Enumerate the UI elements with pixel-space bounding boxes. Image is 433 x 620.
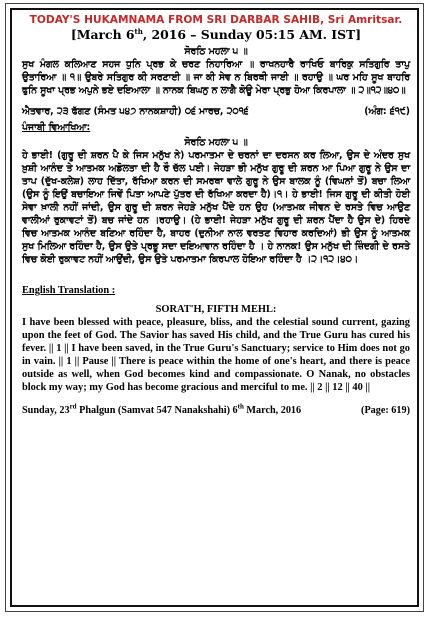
- shabad-text: ਸੁਖ ਮੰਗਲ ਕਲਿਆਣ ਸਹਜ ਧੁਨਿ ਪ੍ਰਭ ਕੇ ਚਰਣ ਨਿਹਾਰਿਆ ॥ ਰਾਖਨਹਾਰੈ ਰਾਖਿਓ ਬਾਰਿਕੁ ਸਤਿਗੁਰਿ ਤਾਪੁ ਉਤਾਰਿਆ ॥ ੧॥ ਉਬਰੇ ਸਤਿਗੁਰ ਕੀ ਸਰਣਾਈ ॥ ਜਾ ਕੀ ਸੇਵ ਨ ਬਿਰਥੀ ਜਾਈ ॥ ਰਹਾਉ ॥ ਘਰ ਮਹਿ ਸੂਖ ਬਾਹਰਿ ਫੁਨਿ ਸੂਖਾ ਪ੍ਰਭ ਅਪੁਨੇ ਭਏ ਦਇਆਲਾ ॥ ਨਾਨਕ ਬਿਘਨੁ ਨ ਲਾਗੈ ਕੋਊ ਮੇਰਾ ਪ੍ਰਭੁ ਹੋਆ ਕਿਰਪਾਲਾ ॥ ੨॥੧੨॥੪੦॥: [22, 59, 410, 96]
- english-page: (Page: 619): [361, 405, 410, 416]
- punjabi-date-line: [22, 105, 410, 118]
- punjabi-date: ਐਤਵਾਰ, ੨੩ ਫੱਗਣ (ਸੰਮਤ ੫੪੭ ਨਾਨਕਸ਼ਾਹੀ) ੦੬ ਮਾਰਚ, ੨੦੧੬: [22, 106, 249, 117]
- vyakhya-title: ਪੰਜਾਬੀ ਵਿਆਖਿਆ:: [22, 122, 91, 133]
- footer-date-sup1: rd: [69, 402, 77, 411]
- punjabi-page: (ਅੰਗ: ੬੧੯): [364, 106, 410, 117]
- vyakhya-text: ਹੇ ਭਾਈ! (ਗੁਰੂ ਦੀ ਸ਼ਰਨ ਪੈ ਕੇ ਜਿਸ ਮਨੁੱਖ ਨੇ) ਪਰਮਾਤਮਾ ਦੇ ਚਰਨਾਂ ਦਾ ਦਰਸਨ ਕਰ ਲਿਆ, ਉਸ ਦੇ ਅੰਦਰ ਸੁਖ ਖ਼ੁਸ਼ੀ ਆਨੰਦ ਤੇ ਆਤਮਕ ਅਡੋਲਤਾ ਦੀ ਹੈ ਰੌ ਚੱਲ ਪਈ। ਜੇਹੜਾ ਭੀ ਮਨੁੱਖ ਗੁਰੂ ਦੀ ਸ਼ਰਨ ਆ ਪਿਆ ਗੁਰੂ ਨੇ ਉਸ ਦਾ ਤਾਪ (ਦੁੱਖ-ਕਲੇਸ਼) ਲਾਹ ਦਿੱਤਾ, ਰੱਖਿਆ ਕਰਨ ਦੀ ਸਮਰਥਾ ਵਾਲੇ ਗੁਰੂ ਨੇ ਉਸ ਬਾਲਕ ਨੂੰ (ਵਿਘਨਾਂ ਤੋਂ) ਬਚਾ ਲਿਆ (ਉਸ ਨੂੰ ਇਉਂ ਬਚਾਇਆ ਜਿਵੇਂ ਪਿਤਾ ਆਪਣੇ ਪੁੱਤਰ ਦੀ ਰੱਖਿਆ ਕਰਦਾ ਹੈ)।੧। ਹੇ ਭਾਈ! ਜਿਸ ਗੁਰੂ ਦੀ ਕੀਤੀ ਹੋਈ ਸੇਵਾ ਖ਼ਾਲੀ ਨਹੀਂ ਜਾਂਦੀ, ਉਸ ਗੁਰੂ ਦੀ ਸ਼ਰਨ ਜੇਹੜੇ ਮਨੁੱਖ ਪੈਂਦੇ ਹਨ ਉਹ (ਆਤਮਕ ਜੀਵਨ ਦੇ ਰਸਤੇ ਵਿਚ ਆਉਣ ਵਾਲੀਆਂ ਰੁਕਾਵਟਾਂ ਤੋਂ) ਬਚ ਜਾਂਦੇ ਹਨ ।ਰਹਾਉ। (ਹੇ ਭਾਈ! ਜੇਹੜਾ ਮਨੁੱਖ ਗੁਰੂ ਦੀ ਸ਼ਰਨ ਪੈਂਦਾ ਹੈ ਉਸ ਦੇ) ਹਿਰਦੇ ਵਿਚ ਆਤਮਕ ਆਨੰਦ ਬਣਿਆ ਰਹਿੰਦਾ ਹੈ, ਬਾਹਰ (ਦੁਨੀਆ ਨਾਲ ਵਰਤਣ ਵਿਹਾਰ ਕਰਦਿਆਂ) ਭੀ ਉਸ ਨੂੰ ਆਤਮਕ ਸੁਖ ਮਿਲਿਆ ਰਹਿੰਦਾ ਹੈ, ਉਸ ਉਤੇ ਪ੍ਰਭੂ ਸਦਾ ਦਇਆਵਾਨ ਰਹਿੰਦਾ ਹੈ । ਹੇ ਨਾਨਕ! ਉਸ ਮਨੁੱਖ ਦੀ ਜ਼ਿੰਦਗੀ ਦੇ ਰਸਤੇ ਵਿਚ ਕੋਈ ਰੁਕਾਵਟ ਨਹੀਂ ਆਉਂਦੀ, ਉਸ ਉਤੇ ਪਰਮਾਤਮਾ ਕਿਰਪਾਲ ਹੋਇਆ ਰਹਿੰਦਾ ਹੈ ।੨।੧੨।੪੦।: [22, 150, 410, 265]
- english-footer: [22, 404, 410, 417]
- title-text: TODAY'S HUKAMNAMA FROM SRI DARBAR SAHIB: [29, 14, 321, 26]
- english-text: I have been blessed with peace, pleasure, bliss, and the celestial sound current, gazing upon the feet of God. The Savior has saved His child, and the True Guru has cured his fever. || 1 || I have been saved, in the True Guru's Sanctuary; service to Him does not go in vain. || 1 || Pause || There is peace within the home of one's heart, and there is peace outside as well, when God becomes kind and compassionate. O Nanak, no obstacles block my way; my God has become gracious and merciful to me. || 2 || 12 || 40 ||: [22, 317, 410, 393]
- footer-date-part3: March, 2016: [243, 405, 302, 416]
- footer-date-part1: Sunday, 23: [22, 405, 70, 416]
- footer-date-part2: Phalgun (Samvat 547 Nanakshahi) 6: [76, 405, 238, 416]
- document-date: [22, 27, 410, 42]
- date-prefix: [March 6: [70, 27, 135, 42]
- outer-frame: [5, 3, 424, 612]
- hukamnama-document: [10, 8, 419, 607]
- footer-date-sup2: th: [237, 402, 244, 411]
- document-title: [22, 13, 410, 27]
- english-date: [22, 404, 301, 417]
- title-location: , Sri Amritsar.: [320, 14, 403, 26]
- date-suffix: , 2016 – Sunday 05:15 AM. IST]: [142, 27, 362, 42]
- english-heading: SORAT'H, FIFTH MEHL:: [155, 304, 277, 315]
- shabad-heading: ਸੋਰਠਿ ਮਹਲਾ ੫ ॥: [184, 46, 248, 57]
- date-sup: th: [134, 26, 143, 36]
- english-title: English Translation :: [22, 285, 116, 296]
- vyakhya-heading: ਸੋਰਠਿ ਮਹਲਾ ੫ ॥: [184, 137, 248, 148]
